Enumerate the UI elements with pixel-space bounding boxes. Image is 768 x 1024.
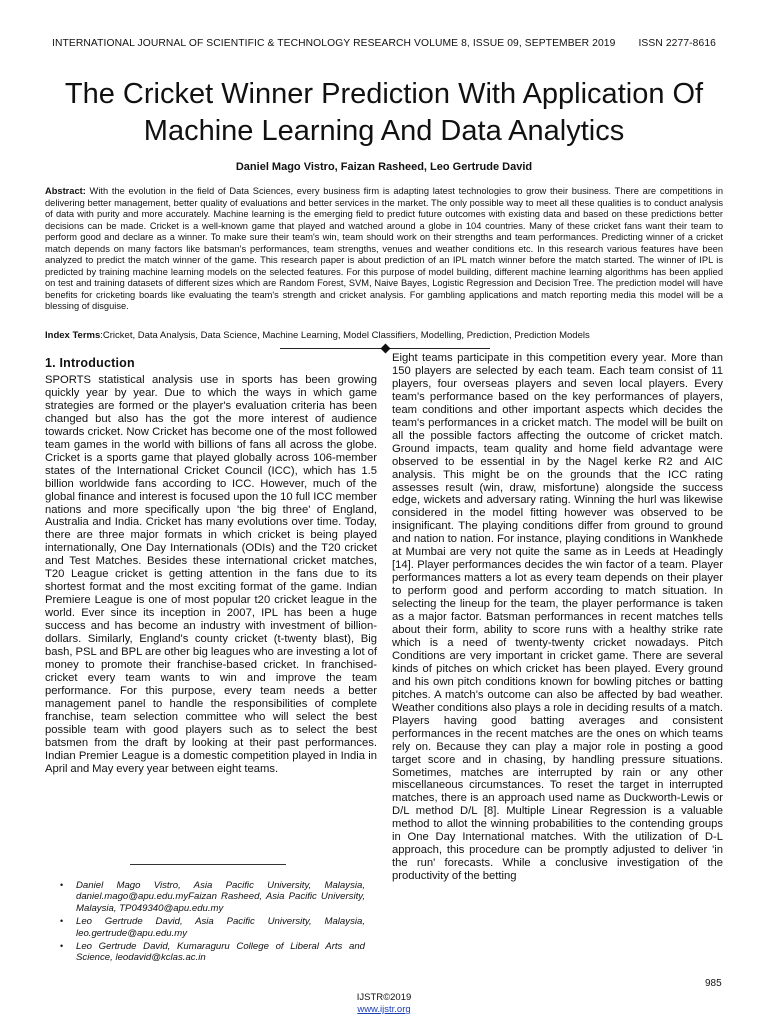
paper-title: The Cricket Winner Prediction With Application Of Machine Learning And Data Analytics <box>64 78 704 147</box>
bullet-icon: • <box>60 916 64 927</box>
footer-copyright: IJSTR©2019 <box>356 992 412 1003</box>
footnote-item <box>60 941 365 964</box>
abstract-label: Abstract: <box>45 186 86 196</box>
section-heading-introduction: 1. Introduction <box>45 356 135 370</box>
footnote-text: Leo Gertrude David, Asia Pacific University, Malaysia, leo.gertrude@apu.edu.my <box>76 916 365 939</box>
index-terms-text: :Cricket, Data Analysis, Data Science, Machine Learning, Model Classifiers, Modelling, Prediction, Prediction Models <box>100 330 590 341</box>
issn: ISSN 2277-8616 <box>638 38 716 49</box>
footnote-rule <box>130 864 286 865</box>
journal-name: INTERNATIONAL JOURNAL OF SCIENTIFIC & TECHNOLOGY RESEARCH VOLUME 8, ISSUE 09, SEPTEMBER 2019 <box>52 38 616 49</box>
index-terms-label: Index Terms <box>45 330 101 341</box>
footer-link[interactable]: www.ijstr.org <box>357 1004 411 1015</box>
footnote-item <box>60 880 365 914</box>
author-footnotes <box>60 880 365 966</box>
footnote-text: Daniel Mago Vistro, Asia Pacific University, Malaysia, daniel.mago@apu.edu.myFaizan Rasheed, Asia Pacific University, Malaysia, TP049340@apu.edu.my <box>76 880 365 914</box>
introduction-right-column: Eight teams participate in this competition every year. More than 150 players are selected by each team. Each team consist of 11 players, four overseas players and seven local players. Every team's performance based on the key performances of players, team conditions and other important aspects which decides the team's performances in a cricket match. The model will be built on all the possible factors affecting the outcome of cricket match. Ground impacts, team quality and home field advantage were observed to be essential in by the Nagel kerke R2 and AIC analysis. This might be on the grounds that the ICC rating assesses result (win, draw, misfortune) alongside the success edge, wickets and adversary rating. Winning the hurl was likewise considered in the model fitting however was observed to be insignificant. The playing conditions differ from ground to ground and nation to nation. For instance, playing conditions in Wankhede at Mumbai are very not quite the same as in Leeds at Headingly [14]. Player performances decides the win factor of a team. Player performances matters a lot as every team depends on their player to perform good and perform according to match situation. In selecting the lineup for the team, the player performance is taken as a major factor. Batsman performances in recent matches tells about their form, ability to score runs with a healthy strike rate which is a need of twenty-twenty cricket nowadays. Pitch Conditions are very important in cricket game. There are several kinds of pitches on which cricket has been played. Every ground and his own pitch conditions known for bowling pitches or batting pitches. A match's outcome can also be affected by bad weather. Weather conditions also plays a role in deciding results of a match. Players having good batting averages and consistent performances in the recent matches are the ones on which teams rely on. Because they can play a major role in posting a good target score and in chasing, by handling pressure situations. Sometimes, matches are interrupted by rain or any other miscellaneous circumstances. To reset the target in interrupted matches, there is an approach used name as Duckworth-Lewis or D/L method D/L [8]. Multiple Linear Regression is a valuable method to allot the winning probabilities to the contending groups in One Day International matches. With the utilization of D-L approach, this procedure can be promptly adjusted to deliver 'in the run' forecasts. While a conclusive investigation of the productivity of the betting <box>392 352 723 883</box>
abstract-text: With the evolution in the field of Data Sciences, every business firm is adapting latest technologies to grow their business. There are competitions in delivering better management, better quality of evaluations and better services in the market. The only possible way to meet all these qualities is to conduct analysis of data with purity and more accurately. Machine learning is the emerging field to predict future outcomes with existing data and based on these predictions better decisions can be made. Cricket is a well-known game that played and watched around a globe in 104 countries. Many of these cricket fans want their team to perform good and declare as a winner. To make sure their team's win, team should work on their strengths and team performances. Predicting winner of a cricket match depends on many factors like batsman's performances, team strengths, venues and weather conditions etc. In this research various features have been analyzed to predict the match winner of the game. This research paper is about prediction of an IPL match winner before the match started. The winner of IPL is predicted by training machine learning models on the selected features. For this purpose of model building, different machine learning algorithms has been applied on test and training datasets of different sizes which are Random Forest, SVM, Naive Bayes, Logistic Regression and Decision Tree. The prediction model will have benefits for cricketing boards like evaluating the team's strength and cricket analysis. For gambling applications and match reporting media this model will be a blessing of disguise. <box>45 186 723 312</box>
page-number: 985 <box>705 978 722 989</box>
author-list: Daniel Mago Vistro, Faizan Rasheed, Leo Gertrude David <box>235 161 533 173</box>
index-terms <box>45 330 723 342</box>
separator-diamond-icon <box>381 344 391 354</box>
bullet-icon: • <box>60 941 64 952</box>
footnote-text: Leo Gertrude David, Kumaraguru College of Liberal Arts and Science, leodavid@kclas.ac.in <box>76 941 365 964</box>
running-header <box>52 38 716 52</box>
bullet-icon: • <box>60 880 64 890</box>
introduction-left-column: SPORTS statistical analysis use in sports has been growing quickly year by year. Due to which the ways in which game strategies are formed or the player's evaluation criteria has been changed but also has the got the more interest of audience towards cricket. Now Cricket has become one of the most followed team games in the world with billions of fans all across the globe. Cricket is a sports game that played globally across 106-member states of the International Cricket Council (ICC), which has 1.5 billion worldwide fans according to ICC. However, much of the global finance and interest is focused upon the 10 full ICC member nations and more specifically upon 'the big three' of England, Australia and India. Cricket has many evolutions over time. Today, there are three major formats in which cricket is being played internationally, One Day Internationals (ODIs) and the T20 cricket and Test Matches. Besides these international cricket matches, T20 League cricket is getting attention in the fans due to its shortest format and the most exciting format of the game. Indian Premiere League is one of most popular t20 cricket league in the world. Ever since its inception in 2007, IPL has been a huge success and has become an industry with investment of billion-dollars. Similarly, England's county cricket (t-twenty blast), Big bash, PSL and BPL are other big leagues who are investing a lot of money to promote their franchise-based cricket. In franchised-cricket every team wants to win and improve the team performance. For this purpose, every team needs a better management panel to handle the responsibilities of complete franchise, team selection committee who will select the best possible team with good players such as to select the best batsmen from the draft by looking at their past performances. Indian Premier League is a domestic competition played in India in April and May every year between eight teams. <box>45 374 377 775</box>
footnote-item <box>60 916 365 939</box>
abstract <box>45 186 723 313</box>
